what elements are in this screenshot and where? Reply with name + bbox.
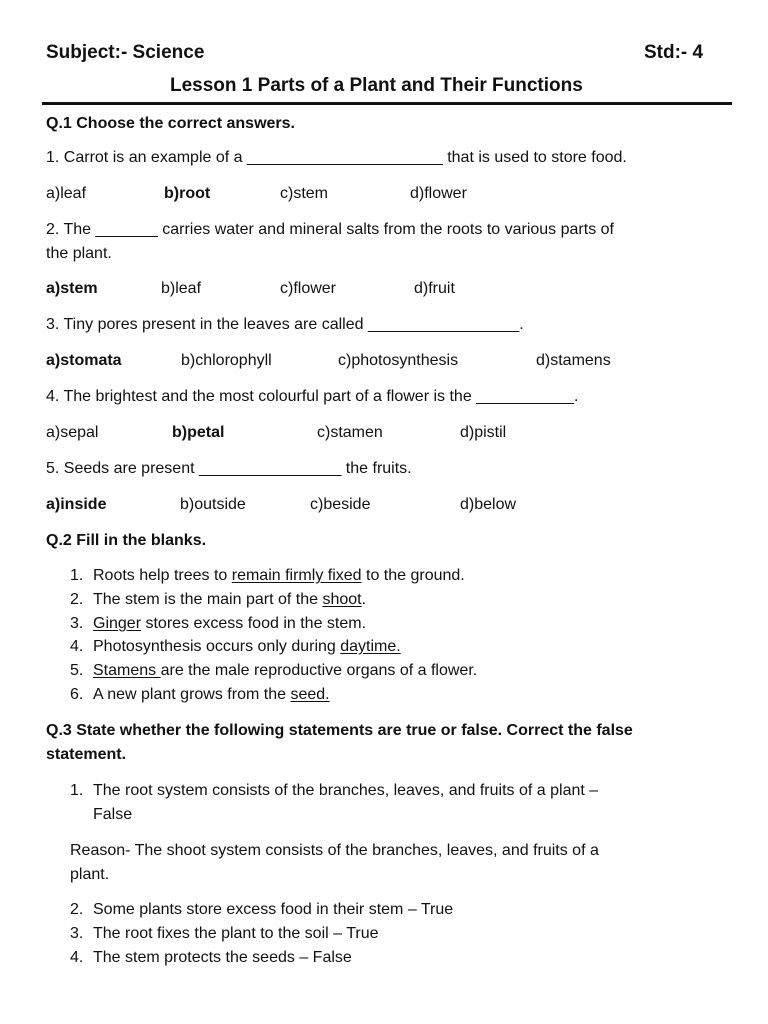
q3-item-4-text: The stem protects the seeds – False xyxy=(93,949,352,966)
q1-item-4-option-b: b)petal xyxy=(172,424,225,441)
q2-item-1-number: 1. xyxy=(70,567,84,584)
q2-item-2-number: 2. xyxy=(70,591,84,608)
q2-item-6 xyxy=(93,686,330,704)
q3-item-1-text: The root system consists of the branches, leaves, and fruits of a plant – xyxy=(93,782,599,799)
q3-item-3-number: 3. xyxy=(70,925,84,942)
q3-item-3-text: The root fixes the plant to the soil – True xyxy=(93,925,379,942)
std-label: Std:- 4 xyxy=(644,42,704,63)
q2-item-2-pre: The stem is the main part of the xyxy=(93,591,323,608)
q2-item-5-post: are the male reproductive organs of a flower. xyxy=(160,662,478,679)
q1-item-1-option-a: a)leaf xyxy=(46,185,87,202)
q2-heading: Q.2 Fill in the blanks. xyxy=(46,532,207,549)
q3-reason-cont: plant. xyxy=(70,866,110,883)
q2-item-4 xyxy=(93,638,401,656)
q2-item-4-pre: Photosynthesis occurs only during xyxy=(93,638,341,655)
q1-item-2-option-a: a)stem xyxy=(46,280,98,297)
q2-item-4-answer: daytime. xyxy=(340,638,401,655)
q2-item-1-pre: Roots help trees to xyxy=(93,567,232,584)
q1-item-2-text: 2. The _______ carries water and mineral salts from the roots to various parts of xyxy=(46,221,614,238)
q3-reason: Reason- The shoot system consists of the branches, leaves, and fruits of a xyxy=(70,842,599,859)
q1-item-2-option-b: b)leaf xyxy=(161,280,202,297)
q1-heading: Q.1 Choose the correct answers. xyxy=(46,115,295,132)
q3-item-2-text: Some plants store excess food in their stem – True xyxy=(93,901,454,918)
header-divider xyxy=(42,102,732,105)
lesson-title: Lesson 1 Parts of a Plant and Their Functions xyxy=(170,75,583,96)
q3-heading-cont: statement. xyxy=(46,746,127,763)
q1-item-5-option-d: d)below xyxy=(460,496,517,513)
q1-item-2-option-d: d)fruit xyxy=(414,280,455,297)
q2-item-3-answer: Ginger xyxy=(93,615,142,632)
q3-heading: Q.3 State whether the following statements are true or false. Correct the false xyxy=(46,722,633,739)
q1-item-5-option-a: a)inside xyxy=(46,496,107,513)
q1-item-3-option-b: b)chlorophyll xyxy=(181,352,272,369)
q1-item-1-text: 1. Carrot is an example of a ______________________ that is used to store food. xyxy=(46,149,627,166)
q2-item-1-answer: remain firmly fixed xyxy=(231,567,362,584)
q1-item-1-option-d: d)flower xyxy=(410,185,467,202)
q2-item-3-number: 3. xyxy=(70,615,84,632)
q2-item-6-answer: seed. xyxy=(290,686,330,703)
q1-item-1-option-b: b)root xyxy=(164,185,211,202)
q1-item-4-option-d: d)pistil xyxy=(460,424,507,441)
q1-item-4-option-a: a)sepal xyxy=(46,424,99,441)
q2-item-6-pre: A new plant grows from the xyxy=(93,686,291,703)
q1-item-2-text-cont: the plant. xyxy=(46,245,112,262)
q1-item-3-text: 3. Tiny pores present in the leaves are called _________________. xyxy=(46,316,524,333)
q1-item-5-text: 5. Seeds are present ________________ the fruits. xyxy=(46,460,412,477)
q1-item-3-option-c: c)photosynthesis xyxy=(338,352,459,369)
q1-item-4-option-c: c)stamen xyxy=(317,424,383,441)
q2-item-5 xyxy=(93,662,477,680)
q2-item-4-number: 4. xyxy=(70,638,84,655)
subject-label: Subject:- Science xyxy=(46,42,205,63)
q3-item-2-number: 2. xyxy=(70,901,84,918)
q1-item-2-option-c: c)flower xyxy=(280,280,337,297)
q1-item-5-option-c: c)beside xyxy=(310,496,371,513)
q1-item-3-option-a: a)stomata xyxy=(46,352,122,369)
q3-item-1-number: 1. xyxy=(70,782,84,799)
q2-item-3 xyxy=(93,615,366,633)
q2-item-5-answer: Stamens xyxy=(93,662,161,679)
q2-item-2-post: . xyxy=(361,591,367,608)
q1-item-5-option-b: b)outside xyxy=(180,496,246,513)
q1-item-1-option-c: c)stem xyxy=(280,185,328,202)
q3-item-1-text-cont: False xyxy=(93,806,133,823)
q2-item-6-number: 6. xyxy=(70,686,84,703)
q2-item-5-number: 5. xyxy=(70,662,84,679)
q2-item-3-post: stores excess food in the stem. xyxy=(141,615,367,632)
q2-item-1 xyxy=(93,567,465,585)
q2-item-2 xyxy=(93,591,366,609)
q1-item-3-option-d: d)stamens xyxy=(536,352,611,369)
q2-item-2-answer: shoot xyxy=(322,591,362,608)
q3-item-4-number: 4. xyxy=(70,949,84,966)
q2-item-1-post: to the ground. xyxy=(361,567,465,584)
q1-item-4-text: 4. The brightest and the most colourful part of a flower is the ___________. xyxy=(46,388,579,405)
